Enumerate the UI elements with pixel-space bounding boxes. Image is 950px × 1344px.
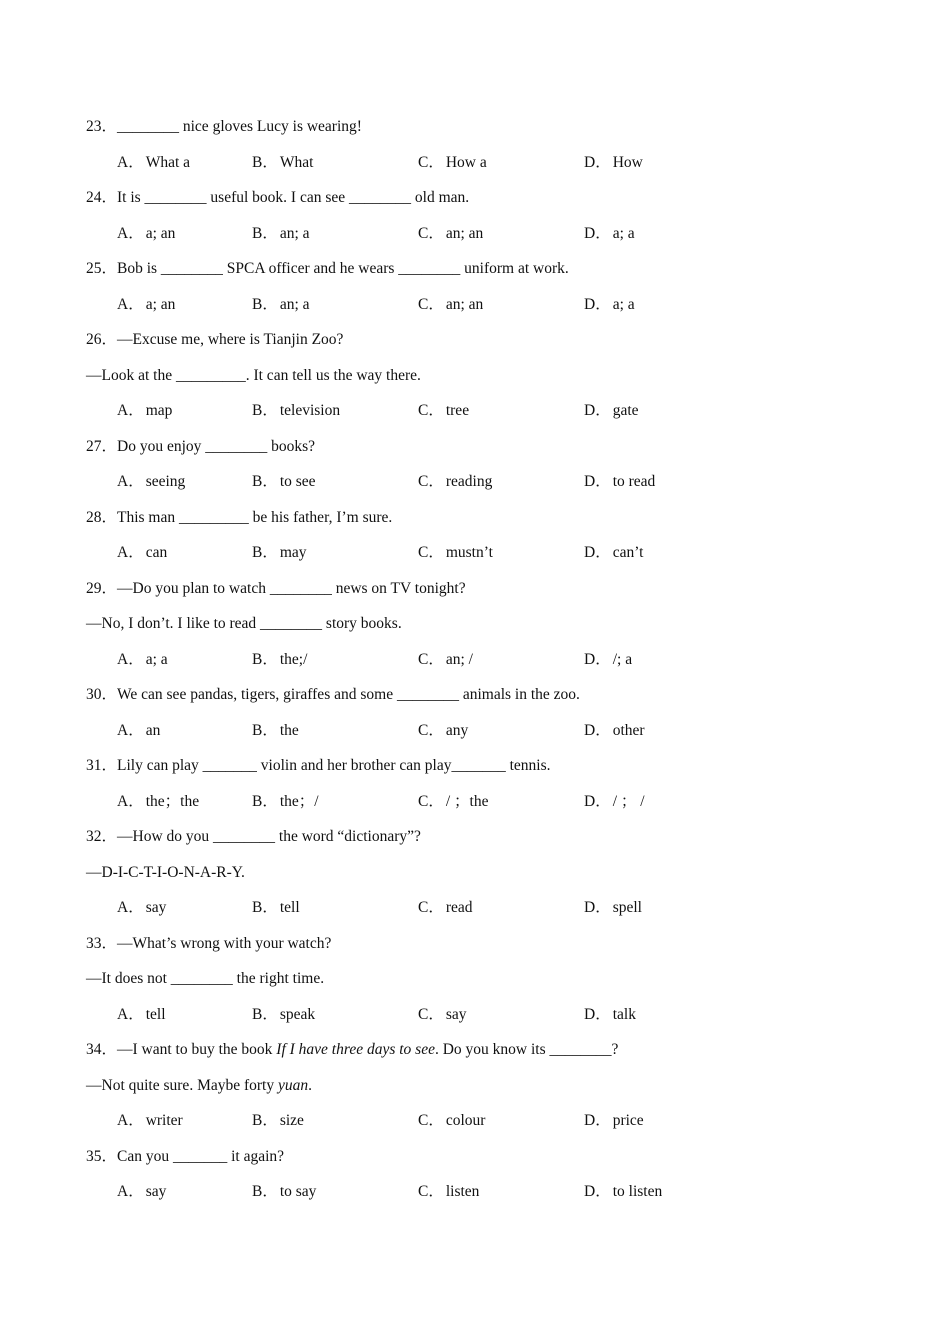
option-a[interactable] <box>117 646 168 674</box>
option-text: any <box>445 721 469 739</box>
option-letter: C． <box>418 1112 444 1129</box>
option-text: How <box>612 153 643 171</box>
option-text: a; a <box>612 295 635 313</box>
question-block <box>86 326 886 433</box>
option-b[interactable] <box>252 220 310 248</box>
option-letter: D． <box>584 402 611 419</box>
option-text: How a <box>445 153 487 171</box>
option-text: to say <box>279 1183 317 1200</box>
question-stem <box>86 504 886 540</box>
dialogue-line <box>86 859 886 895</box>
option-text: What a <box>145 153 191 171</box>
question-stem <box>86 681 886 717</box>
options-row <box>86 468 886 504</box>
option-text: mustn’t <box>445 544 493 561</box>
option-text: say <box>445 1005 467 1023</box>
option-d[interactable] <box>584 717 645 745</box>
option-a[interactable] <box>117 539 167 567</box>
option-text: tree <box>445 402 470 419</box>
option-b[interactable] <box>252 788 319 816</box>
option-text: to read <box>612 473 656 490</box>
question-block <box>86 504 886 575</box>
question-stem <box>86 1143 886 1179</box>
option-letter: C． <box>418 721 444 739</box>
options-row <box>86 1107 886 1143</box>
option-letter: D． <box>584 1112 611 1129</box>
stem-text: 29．—Do you plan to watch ________ news on TV tonight? <box>86 579 466 597</box>
question-stem <box>86 326 886 362</box>
stem-text: 32．—How do you ________ the word “dictionary”? <box>86 828 421 845</box>
option-b[interactable] <box>252 539 307 567</box>
question-block <box>86 184 886 255</box>
options-row <box>86 220 886 256</box>
option-c[interactable] <box>418 1107 485 1135</box>
option-letter: C． <box>418 224 444 242</box>
option-letter: A． <box>117 153 144 171</box>
question-list <box>86 113 886 1214</box>
question-block <box>86 752 886 823</box>
options-row <box>86 539 886 575</box>
option-letter: D． <box>584 473 611 490</box>
options-row <box>86 1001 886 1037</box>
option-text: can <box>145 544 168 561</box>
option-c[interactable] <box>418 788 488 816</box>
option-text: /; a <box>612 650 633 668</box>
stem-text: 30．We can see pandas, tigers, giraffes and some ________ animals in the zoo. <box>86 686 580 703</box>
option-letter: C． <box>418 473 444 490</box>
dialogue-line <box>86 610 886 646</box>
option-text: / ； / <box>612 792 645 810</box>
option-d[interactable] <box>584 1178 662 1206</box>
stem-text: —Look at the _________. It can tell us the way there. <box>86 366 421 384</box>
options-row <box>86 1178 886 1214</box>
option-text: spell <box>612 899 642 916</box>
stem-text: 26．—Excuse me, where is Tianjin Zoo? <box>86 331 344 348</box>
option-letter: D． <box>584 544 611 561</box>
option-letter: A． <box>117 544 144 561</box>
option-letter: B． <box>252 402 278 419</box>
question-block <box>86 255 886 326</box>
option-letter: D． <box>584 899 611 916</box>
stem-text: —No, I don’t. I like to read ________ story books. <box>86 615 402 632</box>
option-b[interactable] <box>252 894 300 922</box>
option-letter: C． <box>418 1005 444 1023</box>
option-letter: A． <box>117 224 144 242</box>
stem-text: 34．—I want to buy the book <box>86 1041 277 1058</box>
options-row <box>86 717 886 753</box>
option-b[interactable] <box>252 1107 304 1135</box>
italic-text: yuan <box>278 1076 309 1094</box>
option-letter: B． <box>252 899 278 916</box>
question-stem <box>86 575 886 611</box>
option-text: What <box>279 153 314 171</box>
option-b[interactable] <box>252 397 340 425</box>
option-text: listen <box>445 1183 480 1200</box>
option-letter: B． <box>252 224 278 242</box>
option-a[interactable] <box>117 788 199 816</box>
option-text: can’t <box>612 544 644 561</box>
question-block <box>86 433 886 504</box>
stem-text: . Do you know its ________? <box>434 1041 619 1058</box>
option-text: the <box>279 721 299 739</box>
option-letter: C． <box>418 153 444 171</box>
option-letter: D． <box>584 721 611 739</box>
stem-text: —Not quite sure. Maybe forty <box>86 1076 278 1094</box>
option-text: the；/ <box>279 792 319 810</box>
option-letter: B． <box>252 544 278 561</box>
option-a[interactable] <box>117 149 190 177</box>
option-d[interactable] <box>584 646 632 674</box>
option-d[interactable] <box>584 468 655 496</box>
option-a[interactable] <box>117 1107 183 1135</box>
option-letter: C． <box>418 544 444 561</box>
question-stem <box>86 255 886 291</box>
options-row <box>86 894 886 930</box>
option-letter: A． <box>117 473 144 490</box>
option-text: gate <box>612 402 639 419</box>
option-letter: D． <box>584 1005 611 1023</box>
option-text: other <box>612 721 645 739</box>
options-row <box>86 646 886 682</box>
option-b[interactable] <box>252 646 307 674</box>
option-text: the;/ <box>279 650 308 668</box>
option-letter: C． <box>418 899 444 916</box>
option-letter: A． <box>117 1183 144 1200</box>
stem-text: —D-I-C-T-I-O-N-A-R-Y. <box>86 863 245 881</box>
question-stem <box>86 823 886 859</box>
question-block <box>86 930 886 1037</box>
option-letter: C． <box>418 402 444 419</box>
option-a[interactable] <box>117 291 175 319</box>
option-c[interactable] <box>418 1001 467 1029</box>
option-text: speak <box>279 1005 316 1023</box>
option-d[interactable] <box>584 149 643 177</box>
option-d[interactable] <box>584 788 645 816</box>
stem-text: 33．—What’s wrong with your watch? <box>86 934 332 952</box>
option-letter: A． <box>117 792 144 810</box>
stem-text: 28．This man _________ be his father, I’m sure. <box>86 508 393 526</box>
option-text: an <box>145 721 161 739</box>
option-letter: A． <box>117 1112 144 1129</box>
option-letter: A． <box>117 899 144 916</box>
option-letter: B． <box>252 295 278 313</box>
option-letter: D． <box>584 792 611 810</box>
options-row <box>86 788 886 824</box>
option-b[interactable] <box>252 291 310 319</box>
option-c[interactable] <box>418 291 483 319</box>
option-a[interactable] <box>117 894 166 922</box>
option-text: an; a <box>279 295 310 313</box>
option-text: to listen <box>612 1183 663 1200</box>
option-text: television <box>279 402 341 419</box>
option-text: an; an <box>445 224 484 242</box>
question-stem <box>86 184 886 220</box>
option-letter: A． <box>117 295 144 313</box>
stem-text: 27．Do you enjoy ________ books? <box>86 437 316 455</box>
option-text: an; / <box>445 650 473 668</box>
option-b[interactable] <box>252 717 299 745</box>
option-letter: C． <box>418 1183 444 1200</box>
option-letter: D． <box>584 295 611 313</box>
option-letter: B． <box>252 473 278 490</box>
stem-text: —It does not ________ the right time. <box>86 970 325 987</box>
option-c[interactable] <box>418 894 473 922</box>
option-b[interactable] <box>252 1178 316 1206</box>
option-letter: C． <box>418 650 444 668</box>
option-d[interactable] <box>584 1107 644 1135</box>
option-letter: A． <box>117 650 144 668</box>
stem-text: 24．It is ________ useful book. I can see ________ old man. <box>86 189 470 206</box>
options-row <box>86 149 886 185</box>
option-text: the；the <box>145 792 200 810</box>
option-text: read <box>445 899 473 916</box>
options-row <box>86 291 886 327</box>
option-b[interactable] <box>252 1001 315 1029</box>
option-d[interactable] <box>584 1001 636 1029</box>
option-c[interactable] <box>418 717 468 745</box>
question-stem <box>86 113 886 149</box>
option-letter: B． <box>252 1112 278 1129</box>
option-c[interactable] <box>418 539 493 567</box>
stem-text: . <box>308 1076 313 1094</box>
option-a[interactable] <box>117 717 160 745</box>
option-letter: D． <box>584 153 611 171</box>
option-c[interactable] <box>418 646 473 674</box>
option-letter: B． <box>252 1005 278 1023</box>
option-d[interactable] <box>584 894 642 922</box>
option-a[interactable] <box>117 1001 166 1029</box>
option-text: seeing <box>145 473 186 490</box>
options-row <box>86 397 886 433</box>
option-letter: B． <box>252 153 278 171</box>
question-stem <box>86 433 886 469</box>
option-letter: B． <box>252 1183 278 1200</box>
option-letter: B． <box>252 792 278 810</box>
option-text: / ；the <box>445 792 489 810</box>
option-d[interactable] <box>584 220 635 248</box>
dialogue-line <box>86 965 886 1001</box>
option-text: a; a <box>145 650 168 668</box>
option-text: tell <box>279 899 300 916</box>
option-c[interactable] <box>418 1178 479 1206</box>
option-d[interactable] <box>584 397 639 425</box>
option-text: a; an <box>145 295 176 313</box>
question-block <box>86 575 886 682</box>
option-a[interactable] <box>117 220 175 248</box>
option-letter: A． <box>117 402 144 419</box>
option-d[interactable] <box>584 291 635 319</box>
option-letter: A． <box>117 1005 144 1023</box>
option-c[interactable] <box>418 397 469 425</box>
option-text: may <box>279 544 307 561</box>
question-block <box>86 681 886 752</box>
option-text: to see <box>279 473 316 490</box>
option-text: map <box>145 402 173 419</box>
option-letter: D． <box>584 1183 611 1200</box>
question-stem <box>86 752 886 788</box>
option-letter: D． <box>584 650 611 668</box>
option-b[interactable] <box>252 149 313 177</box>
option-text: a; a <box>612 224 635 242</box>
option-d[interactable] <box>584 539 643 567</box>
stem-text: 25．Bob is ________ SPCA officer and he wears ________ uniform at work. <box>86 260 569 277</box>
question-block <box>86 113 886 184</box>
option-text: price <box>612 1112 644 1129</box>
question-block <box>86 1143 886 1214</box>
option-b[interactable] <box>252 468 316 496</box>
question-stem <box>86 930 886 966</box>
option-text: a; an <box>145 224 176 242</box>
option-letter: B． <box>252 721 278 739</box>
option-text: an; an <box>445 295 484 313</box>
dialogue-line <box>86 362 886 398</box>
dialogue-line <box>86 1072 886 1108</box>
stem-text: 23．________ nice gloves Lucy is wearing! <box>86 118 362 135</box>
italic-text: If I have three days to see <box>276 1041 435 1058</box>
option-text: size <box>279 1112 304 1129</box>
option-letter: B． <box>252 650 278 668</box>
stem-text: 31．Lily can play _______ violin and her brother can play_______ tennis. <box>86 757 551 774</box>
option-a[interactable] <box>117 1178 166 1206</box>
question-block <box>86 1036 886 1143</box>
option-a[interactable] <box>117 397 172 425</box>
option-c[interactable] <box>418 220 483 248</box>
option-text: an; a <box>279 224 310 242</box>
option-text: say <box>145 1183 167 1200</box>
option-letter: A． <box>117 721 144 739</box>
option-letter: D． <box>584 224 611 242</box>
option-c[interactable] <box>418 468 492 496</box>
option-a[interactable] <box>117 468 185 496</box>
option-text: say <box>145 899 167 916</box>
option-text: writer <box>145 1112 183 1129</box>
option-letter: C． <box>418 295 444 313</box>
stem-text: 35．Can you _______ it again? <box>86 1147 285 1165</box>
option-text: reading <box>445 473 493 490</box>
question-stem <box>86 1036 886 1072</box>
option-text: talk <box>612 1005 636 1023</box>
question-block <box>86 823 886 930</box>
option-c[interactable] <box>418 149 487 177</box>
option-text: tell <box>145 1005 166 1023</box>
option-text: colour <box>445 1112 486 1129</box>
option-letter: C． <box>418 792 444 810</box>
